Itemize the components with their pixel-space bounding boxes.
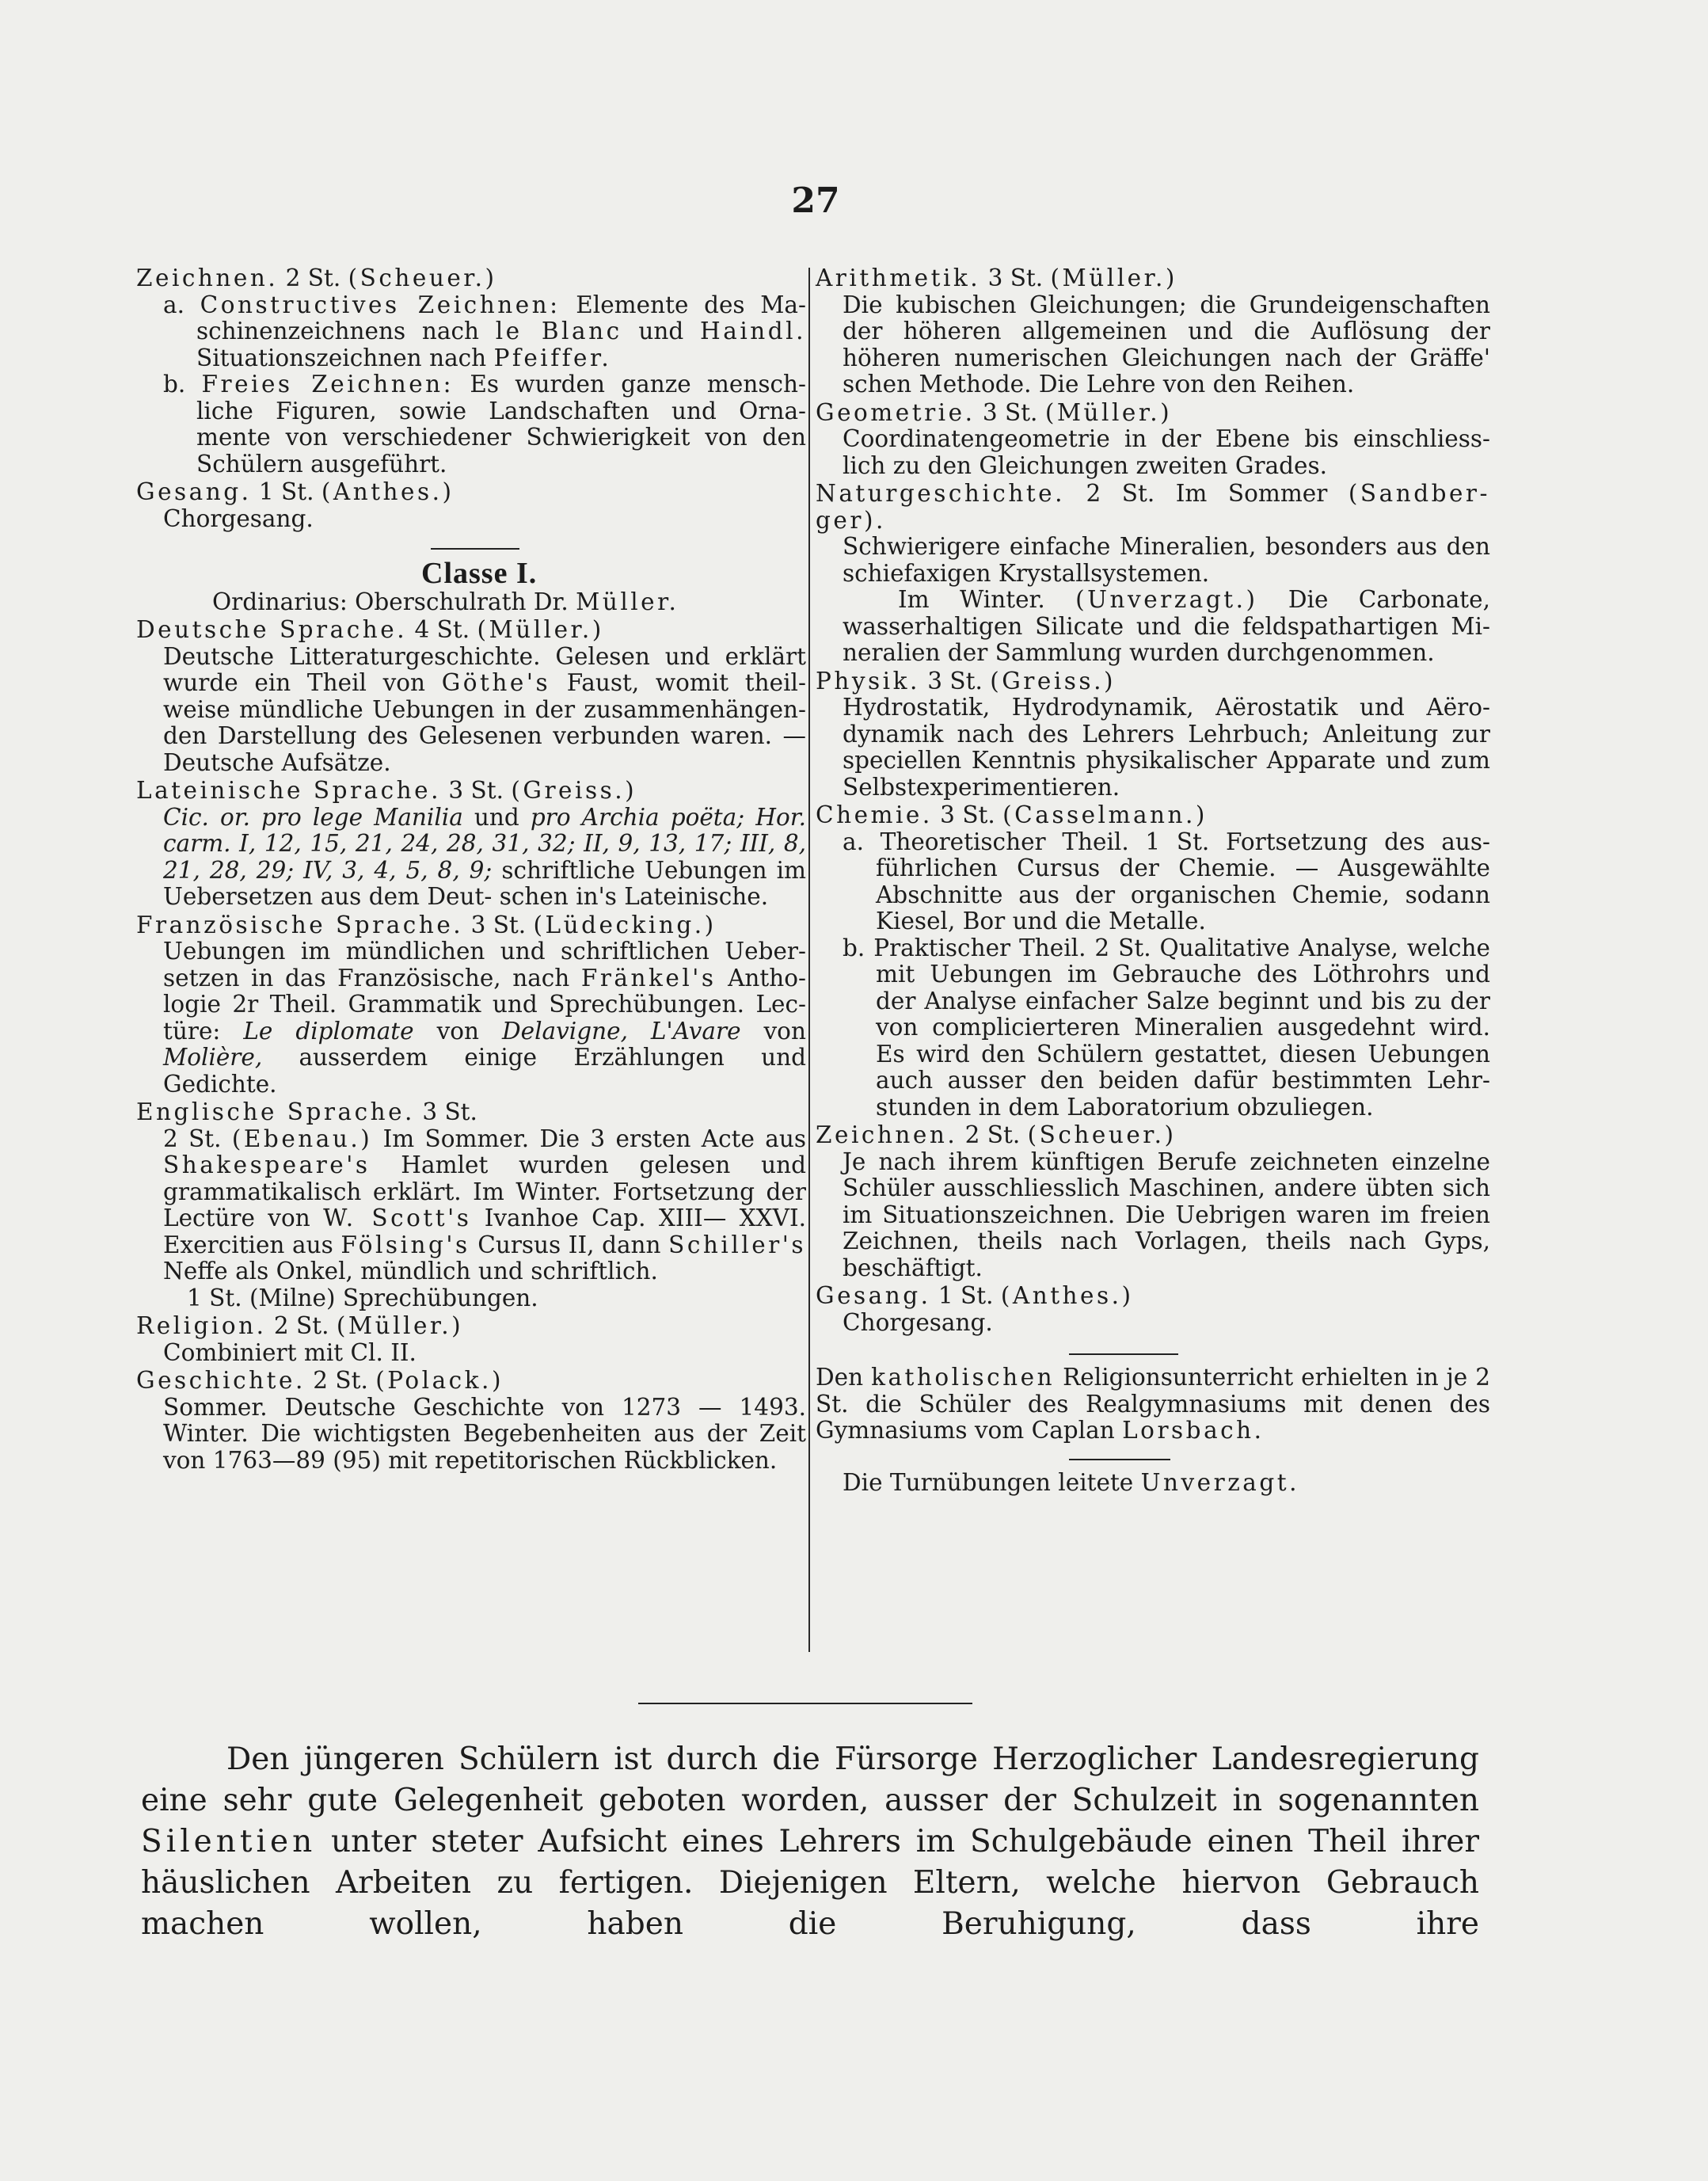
- zeichnen-r-text: Je nach ihrem künftigen Berufe zeichneten einzelne Schüler ausschliesslich Maschinen, andere übten sich im Situationszeichnen. Die Uebrigen waren im freien Zeichnen, theils nach Vorlagen, theils nach Gyps, beschäftigt.: [843, 1148, 1490, 1281]
- right-column: [816, 264, 1490, 1496]
- gesang-r-text: Chorgesang.: [843, 1308, 993, 1336]
- classe-title: Classe I.: [421, 557, 538, 590]
- gesang-text: Chorgesang.: [163, 504, 314, 532]
- section-divider-right: [1069, 1353, 1178, 1355]
- franzoesisch-text: Uebungen im mündlichen und schriftlichen Ueber- setzen in das Französische, nach Fränkel's Antho- logie 2r Theil. Grammatik und Sprechübungen. Lec- türe: Le diplomate von Delavigne, L'Avare von Molière, ausserdem einige Erzählungen und Gedichte.: [163, 938, 806, 1098]
- geschichte-heading: Geschichte. 2 St. (Polack.): [136, 1367, 504, 1394]
- geschichte-text: Sommer. Deutsche Geschichte von 1273 — 1493. Winter. Die wichtigsten Begebenheiten aus der Zeit von 1763—89 (95) mit repetitorischen Rückblicken.: [163, 1393, 806, 1474]
- arithmetik-text: Die kubischen Gleichungen; die Grundeigenschaften der höheren allgemeinen und die Auflösung der höheren numerischen Gleichungen nach der Gräffe' schen Methode. Die Lehre von den Reihen.: [843, 291, 1490, 398]
- naturgeschichte-heading: Naturgeschichte. 2 St. Im Sommer (Sandber- ger).: [816, 480, 1490, 534]
- geometrie-heading: Geometrie. 3 St. (Müller.): [816, 398, 1173, 426]
- deutsch-heading: Deutsche Sprache. 4 St. (Müller.): [136, 616, 604, 643]
- religion-heading: Religion. 2 St. (Müller.): [136, 1312, 464, 1339]
- ordinarius-line: Ordinarius: Oberschulrath Dr. Müller.: [212, 588, 679, 615]
- geometrie-text: Coordinatengeometrie in der Ebene bis einschliess- lich zu den Gleichungen zweiten Grades.: [843, 425, 1490, 479]
- bottom-text: Den jüngeren Schülern ist durch die Fürsorge Herzoglicher Landesregierung eine sehr gute Gelegenheit geboten worden, ausser der Schulzeit in sogenannten Silentien unter steter Aufsicht eines Lehrers im Schulgebäude einen Theil ihrer häuslichen Arbeiten zu fertigen. Diejenigen Eltern, welche hiervon Gebrauch machen wollen, haben die Beruhigung, dass ihre: [141, 1741, 1479, 1942]
- englisch-text-2: 1 St. (Milne) Sprechübungen.: [187, 1284, 538, 1311]
- turn-note: Die Turnübungen leitete Unverzagt.: [843, 1468, 1299, 1496]
- gesang-r-heading: Gesang. 1 St. (Anthes.): [816, 1282, 1134, 1309]
- zeichnen-item-a: a. Constructives Zeichnen: Elemente des Ma- schinenzeichnens nach le Blanc und Haindl. Situationszeichnen nach Pfeiffer.: [163, 291, 806, 371]
- naturgeschichte-text: Schwierigere einfache Mineralien, besonders aus den schiefaxigen Krystallsystemen.: [843, 533, 1490, 587]
- chemie-item-b: b. Praktischer Theil. 2 St. Qualitative Analyse, welche mit Uebungen im Gebrauche des Löthrohrs und der Analyse einfacher Salze beginnt und bis zu der von complicierteren Mineralien ausgedehnt wird. Es wird den Schülern gestattet, diesen Uebungen auch ausser den beiden dafür bestimmten Lehr- stunden in dem Laboratorium obzuliegen.: [843, 934, 1490, 1121]
- section-divider: [431, 548, 519, 550]
- latein-heading: Lateinische Sprache. 3 St. (Greiss.): [136, 777, 637, 804]
- religion-text: Combiniert mit Cl. II.: [163, 1338, 417, 1366]
- arithmetik-heading: Arithmetik. 3 St. (Müller.): [816, 265, 1177, 291]
- left-column: [136, 264, 806, 1474]
- zeichnen-r-heading: Zeichnen. 2 St. (Scheuer.): [816, 1121, 1177, 1148]
- englisch-text: 2 St. (Ebenau.) Im Sommer. Die 3 ersten Acte aus Shakespeare's Hamlet wurden gelesen und grammatikalisch erklärt. Im Winter. Fortsetzung der Lectüre von W. Scott's Ivanhoe Cap. XIII— XXVI. Exercitien aus Fölsing's Cursus II, dann Schiller's Neffe als Onkel, mündlich und schriftlich.: [163, 1125, 806, 1285]
- physik-heading: Physik. 3 St. (Greiss.): [816, 667, 1116, 695]
- gesang-heading: Gesang. 1 St. (Anthes.): [136, 478, 455, 505]
- horizontal-divider: [638, 1703, 972, 1704]
- zeichnen-heading: Zeichnen. 2 St. (Scheuer.): [136, 265, 497, 291]
- page-number: 27: [791, 181, 840, 221]
- chemie-item-a: a. Theoretischer Theil. 1 St. Fortsetzung des aus- führlichen Cursus der Chemie. — Ausgewählte Abschnitte aus der organischen Chemie, sodann Kiesel, Bor und die Metalle.: [843, 828, 1490, 934]
- latein-text: Cic. or. pro lege Manilia und pro Archia poëta; Hor. carm. I, 12, 15, 21, 24, 28, 31, 32; II, 9, 13, 17; III, 8, 21, 28, 29; IV, 3, 4, 5, 8, 9; schriftliche Uebungen im Uebersetzen aus dem Deut- schen in's Lateinische.: [163, 803, 806, 910]
- naturgeschichte-text-2: Im Winter. (Unverzagt.) Die Carbonate, wasserhaltigen Silicate und die feldspathartigen Mi- neralien der Sammlung wurden durchgenommen.: [843, 586, 1490, 666]
- physik-text: Hydrostatik, Hydrodynamik, Aërostatik und Aëro- dynamik nach des Lehrers Lehrbuch; Anleitung zur speciellen Kenntnis physikalischer Apparate und zum Selbstexperimentieren.: [843, 694, 1490, 801]
- chemie-heading: Chemie. 3 St. (Casselmann.): [816, 801, 1208, 828]
- englisch-heading: Englische Sprache. 3 St.: [136, 1098, 477, 1125]
- deutsch-text: Deutsche Litteraturgeschichte. Gelesen und erklärt wurde ein Theil von Göthe's Faust, womit theil- weise mündliche Uebungen in der zusammenhängen- den Darstellung des Gelesenen verbunden waren. — Deutsche Aufsätze.: [163, 642, 806, 776]
- zeichnen-item-b: b. Freies Zeichnen: Es wurden ganze mensch- liche Figuren, sowie Landschaften und Orna- mente von verschiedener Schwierigkeit von den Schülern ausgeführt.: [163, 371, 806, 478]
- franzoesisch-heading: Französische Sprache. 3 St. (Lüdecking.): [136, 911, 717, 938]
- column-divider: [808, 268, 810, 1652]
- bottom-paragraph: [141, 1739, 1479, 1945]
- section-divider-right-2: [1069, 1459, 1170, 1460]
- religion-note: Den katholischen Religionsunterricht erhielten in je 2 St. die Schüler des Realgymnasiums mit denen des Gymnasiums vom Caplan Lorsbach.: [816, 1364, 1490, 1444]
